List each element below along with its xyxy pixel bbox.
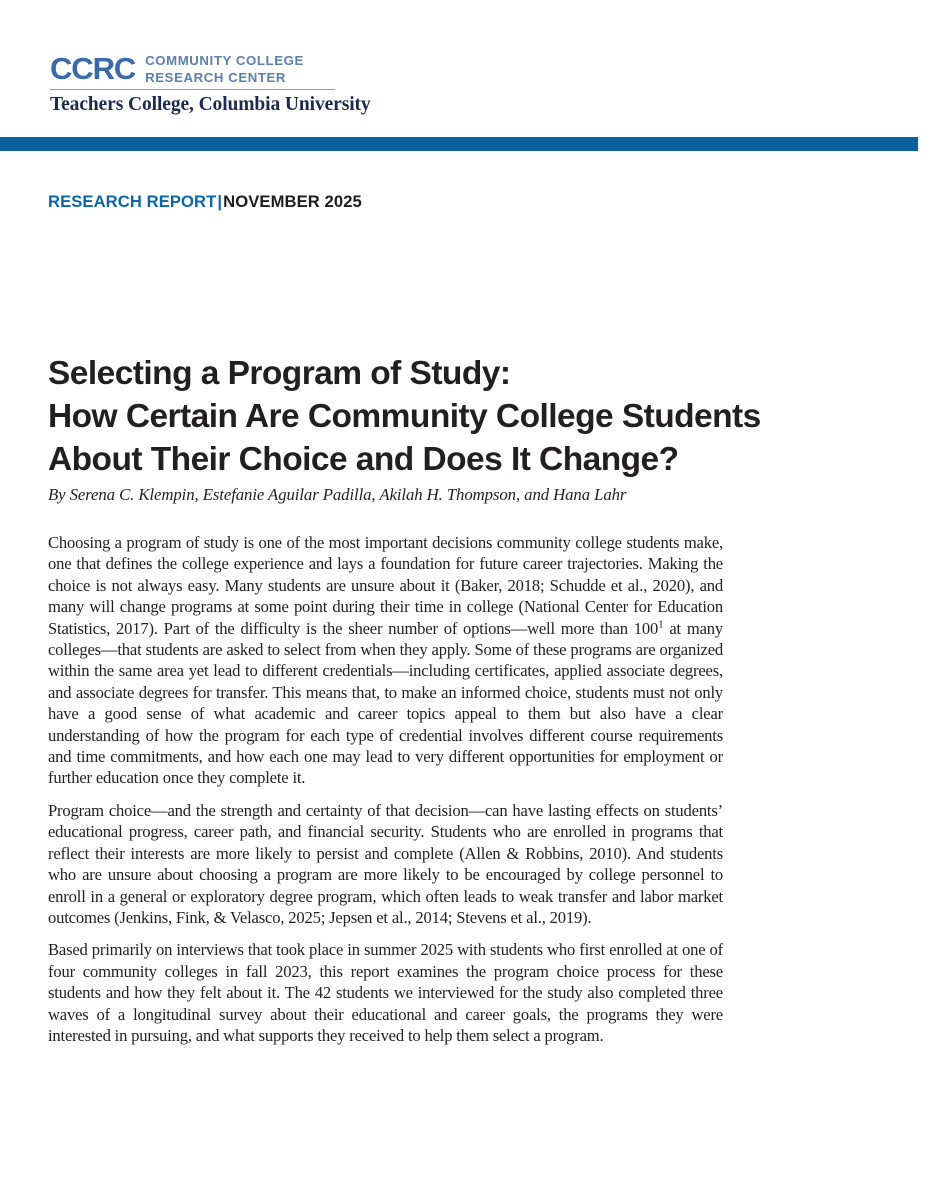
logo-acronym: CCRC — [50, 51, 136, 86]
page-title-line-2: How Certain Are Community College Students — [48, 398, 761, 436]
logo-top-row — [50, 52, 335, 86]
logo-organization-name — [145, 52, 304, 86]
body-paragraph-1 — [48, 532, 723, 789]
logo-affiliation: Teachers College, Columbia University — [50, 94, 371, 115]
page-title-line-1: Selecting a Program of Study: — [48, 355, 511, 393]
footnote-reference-1[interactable]: 1 — [658, 618, 664, 631]
author-byline: By Serena C. Klempin, Estefanie Aguilar Padilla, Akilah H. Thompson, and Hana Lahr — [48, 485, 627, 504]
page-title-line-3: About Their Choice and Does It Change? — [48, 441, 679, 479]
body-paragraph-2: Program choice—and the strength and certainty of that decision—can have lasting effects on students’ educational progress, career path, and financial security. Students who are enrolled in programs that reflect their interests are more likely to persist and complete (Allen & Robbins, 2010). And students who are unsure about choosing a program are more likely to be encouraged by college personnel to enroll in a general or exploratory degree program, which often leads to weak transfer and labor market outcomes (Jenkins, Fink, & Velasco, 2025; Jepsen et al., 2014; Stevens et al., 2019). — [48, 800, 723, 927]
logo-name-line-1: COMMUNITY COLLEGE — [145, 53, 304, 68]
report-body — [48, 532, 723, 1046]
header-accent-bar — [0, 137, 918, 151]
page-title — [48, 352, 878, 481]
body-paragraph-1-part-a: Choosing a program of study is one of the most important decisions community college students make, one that defines the college experience and lays a foundation for future career trajectories. Making the choice is not always easy. Many students are unsure about it (Baker, 2018; Schudde et al., 2020), and many will change programs at some point during their time in college (National Center for Education Statistics, 2017). Part of the difficulty is the sheer number of options—well more than 100 — [48, 533, 723, 638]
report-kicker — [48, 192, 362, 212]
body-paragraph-3: Based primarily on interviews that took place in summer 2025 with students who first enrolled at one of four community colleges in fall 2023, this report examines the program choice process for these students and how they felt about it. The 42 students we interviewed for the study also completed three waves of a longitudinal survey about their educational and career goals, the programs they were interested in pursuing, and what supports they received to help them select a program. — [48, 940, 723, 1045]
logo-divider-rule — [50, 89, 335, 90]
report-type-label: RESEARCH REPORT — [48, 192, 217, 211]
body-paragraph-1-part-b: at many colleges—that students are asked to select from when they apply. Some of these programs are organized within the same area yet lead to different credentials—including certificates, applied associate degrees, and associate degrees for transfer. This means that, to make an informed choice, students must not only have a good sense of what academic and career topics appeal to them but also have a clear understanding of how the program for each type of credential involves different course requirements and time commitments, and how each one may lead to very different opportunities for employment or further education once they complete it. — [48, 618, 723, 788]
report-date: NOVEMBER 2025 — [223, 192, 362, 211]
kicker-separator: | — [217, 192, 223, 211]
ccrc-logo — [50, 51, 371, 117]
logo-name-line-2: RESEARCH CENTER — [145, 69, 287, 85]
